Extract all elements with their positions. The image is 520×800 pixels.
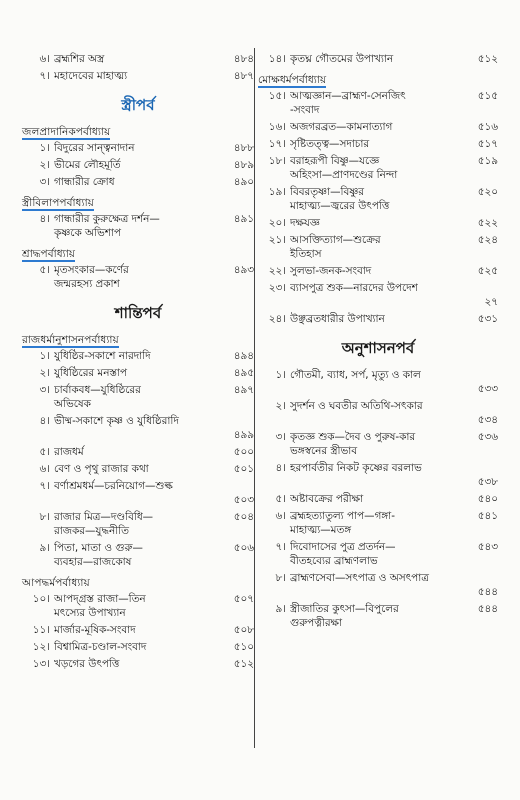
toc-entry bbox=[22, 445, 254, 459]
entry-number: ২১। bbox=[268, 234, 286, 246]
subsection-heading-text: শ্রাদ্ধপর্বাধ্যায় bbox=[22, 248, 76, 260]
entry-page: ৫০৩ bbox=[233, 494, 254, 506]
entry-number: ২৪। bbox=[268, 313, 286, 325]
entry-number: ৫। bbox=[39, 264, 50, 276]
entry-page: ৫০৪ bbox=[233, 511, 254, 523]
toc-entry-row bbox=[22, 158, 254, 172]
entry-title: মার্জার-মূষিক-সংবাদ bbox=[54, 624, 136, 636]
entry-page: ৪৮৮ bbox=[233, 142, 254, 154]
entry-page: ৫২০ bbox=[477, 186, 498, 198]
entry-page: ৪৯৪ bbox=[233, 350, 254, 362]
entry-title-continued: অভিষেক bbox=[54, 398, 91, 410]
entry-number: ২। bbox=[39, 367, 50, 379]
entry-number: ২। bbox=[39, 159, 50, 171]
toc-entry bbox=[22, 640, 254, 654]
toc-entry bbox=[22, 414, 254, 442]
subsection-heading bbox=[22, 333, 254, 347]
entry-title: চার্বাকবধ—যুধিষ্ঠিরের bbox=[54, 384, 141, 396]
entry-title: দিবোদাসের পুত্র প্রতর্দন— bbox=[290, 541, 396, 553]
toc-entry-row bbox=[258, 540, 498, 554]
entry-page: ৪৮৪ bbox=[233, 53, 254, 65]
entry-title-continued: কৃষ্ণকে অভিশাপ bbox=[54, 227, 121, 239]
toc-entry-row bbox=[22, 69, 254, 83]
entry-number: ২০। bbox=[268, 217, 286, 229]
toc-entry-row bbox=[22, 141, 254, 155]
toc-entry-row bbox=[22, 366, 254, 380]
entry-number: ৪। bbox=[39, 213, 50, 225]
entry-number: ২৩। bbox=[268, 282, 286, 294]
toc-entry-row bbox=[22, 462, 254, 476]
subsection-heading-text: জলপ্রাদানিকপর্বাধ্যায় bbox=[22, 126, 111, 138]
entry-title: পিতা, মাতা ও গুরু— bbox=[54, 542, 143, 554]
toc-entry bbox=[22, 349, 254, 363]
entry-title: সৃষ্টিতত্ত্ব—সদাচার bbox=[290, 138, 370, 150]
entry-title: অজগরব্রত—কামনাত্যাগ bbox=[290, 121, 393, 133]
toc-entry bbox=[22, 69, 254, 83]
entry-title: রাজধর্ম bbox=[54, 446, 84, 458]
subsection-heading bbox=[22, 576, 254, 590]
entry-page: ৫৩৬ bbox=[477, 431, 498, 443]
subsection-heading-text: মোক্ষধর্মপর্বাধ্যায় bbox=[258, 74, 327, 86]
entry-page: ৫৪০ bbox=[477, 493, 498, 505]
entry-title: বিশ্বামিত্র-চণ্ডাল-সংবাদ bbox=[54, 641, 147, 653]
entry-page: ৪৯০ bbox=[233, 176, 254, 188]
toc-entry-row bbox=[22, 445, 254, 459]
toc-entry bbox=[258, 509, 498, 537]
entry-title: অষ্টাবক্রের পরীক্ষা bbox=[290, 493, 364, 505]
entry-gap bbox=[22, 240, 254, 243]
entry-title-continued: ইতিহাস bbox=[290, 248, 322, 260]
left-column bbox=[22, 52, 254, 674]
entry-page: ২৭ bbox=[484, 296, 498, 308]
entry-page: ৫৩৩ bbox=[477, 383, 498, 395]
toc-entry bbox=[258, 430, 498, 458]
entry-number: ৭। bbox=[39, 70, 50, 82]
toc-entry-row bbox=[22, 657, 254, 671]
toc-entry-row bbox=[258, 281, 498, 295]
entry-page: ৪৮৭ bbox=[233, 70, 254, 82]
entry-title: সুলভা-জনক-সংবাদ bbox=[290, 265, 372, 277]
entry-title: ভীষ্ম-সকাশে কৃষ্ণ ও যুধিষ্ঠিরাদি bbox=[54, 415, 179, 427]
subsection-heading-text: আপদ্ধর্মপর্বাধ্যায় bbox=[22, 577, 90, 589]
entry-page: ৪৯৯ bbox=[233, 429, 254, 441]
toc-entry bbox=[258, 233, 498, 261]
entry-title: বিবরতৃষ্ণা—বিষ্ণুর bbox=[290, 186, 364, 198]
toc-entry bbox=[22, 141, 254, 155]
entry-page: ৫১২ bbox=[233, 658, 254, 670]
toc-entry-row bbox=[258, 368, 498, 382]
entry-title: খড়গের উৎপত্তি bbox=[54, 658, 120, 670]
toc-entry-row bbox=[258, 509, 498, 523]
entry-number: ৬। bbox=[39, 53, 50, 65]
subsection-heading-text: স্ত্রীবিলাপপর্বাধ্যায় bbox=[22, 197, 94, 209]
entry-title-continued: জন্মরহস্য প্রকাশ bbox=[54, 278, 120, 290]
toc-entry-row bbox=[258, 185, 498, 199]
toc-entry-row bbox=[22, 623, 254, 637]
entry-title-continued: -সংবাদ bbox=[290, 104, 320, 116]
entry-page: ৫১৭ bbox=[477, 138, 498, 150]
entry-page: ৫৪৪ bbox=[477, 586, 498, 598]
entry-gap bbox=[258, 66, 498, 69]
toc-entry-row bbox=[258, 137, 498, 151]
toc-entry bbox=[258, 492, 498, 506]
right-column bbox=[258, 52, 498, 633]
toc-entry bbox=[258, 540, 498, 568]
toc-entry bbox=[22, 263, 254, 291]
entry-number: ১৪। bbox=[268, 53, 286, 65]
entry-number: ১৬। bbox=[268, 121, 286, 133]
entry-number: ৩। bbox=[39, 176, 50, 188]
toc-entry-row bbox=[22, 479, 254, 493]
toc-entry-row bbox=[22, 640, 254, 654]
toc-entry bbox=[22, 462, 254, 476]
toc-entry bbox=[22, 212, 254, 240]
entry-number: ৯। bbox=[39, 542, 50, 554]
entry-gap bbox=[258, 630, 498, 633]
entry-number: ৬। bbox=[275, 510, 286, 522]
toc-entry bbox=[258, 312, 498, 326]
entry-title: ব্রাহ্মণসেবা—সৎপাত্র ও অসৎপাত্র bbox=[290, 572, 429, 584]
column-divider bbox=[254, 48, 255, 748]
subsection-heading bbox=[22, 125, 254, 139]
entry-page: ৫০৮ bbox=[233, 624, 254, 636]
entry-title-continued: মাহাত্ম্য—মতঙ্গ bbox=[290, 524, 352, 536]
toc-entry bbox=[258, 52, 498, 66]
entry-number: ১৯। bbox=[268, 186, 286, 198]
entry-title-continued: ভঙ্গস্বনের স্ত্রীভাব bbox=[290, 445, 358, 457]
entry-page: ৫০১ bbox=[233, 463, 254, 475]
entry-page: ৫২২ bbox=[477, 217, 498, 229]
entry-number: ৬। bbox=[39, 463, 50, 475]
entry-title-continued: মৎস্যের উপাখ্যান bbox=[54, 607, 126, 619]
entry-title: আপদ্গ্রস্ত রাজা—তিন bbox=[54, 593, 146, 605]
entry-title: বেণ ও পৃথু রাজার কথা bbox=[54, 463, 149, 475]
toc-entry bbox=[258, 89, 498, 117]
toc-entry-row bbox=[22, 383, 254, 397]
toc-entry-row bbox=[22, 349, 254, 363]
toc-entry bbox=[22, 383, 254, 411]
toc-entry-row bbox=[258, 120, 498, 134]
entry-title-continued: গুরুপত্নীরক্ষা bbox=[290, 617, 342, 629]
entry-number: ১৭। bbox=[268, 138, 286, 150]
entry-page: ৫৪১ bbox=[477, 510, 498, 522]
toc-entry-row bbox=[258, 602, 498, 616]
entry-title: আত্মজ্ঞান—ব্রাহ্মণ-সেনজিৎ bbox=[290, 90, 406, 102]
entry-title: মৃতসংকার—কর্ণের bbox=[54, 264, 129, 276]
entry-gap bbox=[22, 671, 254, 674]
entry-number: ৫। bbox=[275, 493, 286, 505]
entry-title-continued: বীতহব্যের ব্রাহ্মণলাভ bbox=[290, 555, 378, 567]
toc-entry bbox=[258, 137, 498, 151]
entry-gap bbox=[258, 326, 498, 329]
entry-page: ৪৯৭ bbox=[233, 384, 254, 396]
toc-entry-row bbox=[22, 212, 254, 226]
entry-number: ৭। bbox=[275, 541, 286, 553]
entry-number: ১। bbox=[39, 350, 50, 362]
entry-number: ৫। bbox=[39, 446, 50, 458]
entry-title: হরপার্বতীর নিকট কৃষ্ণের বরলাভ bbox=[290, 462, 422, 474]
entry-number: ১৩। bbox=[32, 658, 50, 670]
entry-title: ব্রহ্মশির অস্ত্র bbox=[54, 53, 105, 65]
entry-number: ১৫। bbox=[268, 90, 286, 102]
entry-title: ভীমের লৌহমূর্তি bbox=[54, 159, 121, 171]
subsection-heading bbox=[22, 196, 254, 210]
entry-gap bbox=[22, 189, 254, 192]
entry-title: উঞ্ছব্রতধারীর উপাখ্যান bbox=[290, 313, 385, 325]
toc-entry bbox=[258, 216, 498, 230]
entry-gap bbox=[22, 291, 254, 294]
entry-title: গৌতমী, ব্যাধ, সর্প, মৃত্যু ও কাল bbox=[290, 369, 421, 381]
toc-entry bbox=[258, 602, 498, 630]
toc-entry bbox=[22, 623, 254, 637]
toc-entry bbox=[22, 158, 254, 172]
entry-title-continued: রাজকর—যুদ্ধনীতি bbox=[54, 525, 129, 537]
entry-page: ৫২৫ bbox=[477, 265, 498, 277]
toc-entry-row bbox=[258, 571, 498, 585]
entry-page: ৫০৬ bbox=[233, 542, 254, 554]
entry-title: কৃতঘ্ন গৌতমের উপাখ্যান bbox=[290, 53, 394, 65]
entry-title: কৃতজ্ঞ শুক—দৈব ও পুরুষ-কার bbox=[290, 431, 416, 443]
entry-number: ৯। bbox=[275, 603, 286, 615]
subsection-heading bbox=[258, 73, 498, 87]
toc-entry-row bbox=[22, 175, 254, 189]
entry-page: ৫৩১ bbox=[477, 313, 498, 325]
toc-entry bbox=[258, 461, 498, 489]
toc-entry bbox=[258, 399, 498, 427]
entry-title: মহাদেবের মাহাত্ম্য bbox=[54, 70, 128, 82]
entry-title: স্ত্রীজাতির কুৎসা—বিপুলের bbox=[290, 603, 399, 615]
entry-number: ১১। bbox=[32, 624, 50, 636]
entry-page: ৪৯১ bbox=[233, 213, 254, 225]
entry-title: সুদর্শন ও ঘবতীর অতিথি-সৎকার bbox=[290, 400, 423, 412]
toc-entry-row bbox=[22, 592, 254, 606]
entry-page: ৫৪৩ bbox=[477, 541, 498, 553]
entry-title: বিদুরের সান্ত্বনাদান bbox=[54, 142, 135, 154]
entry-title-continued: মাহাত্ম্য—জ্বরের উৎপত্তি bbox=[290, 200, 390, 212]
entry-page: ৪৯৫ bbox=[233, 367, 254, 379]
entry-gap bbox=[22, 83, 254, 86]
toc-entry bbox=[258, 185, 498, 213]
toc-entry-row bbox=[22, 52, 254, 66]
entry-gap bbox=[22, 569, 254, 572]
toc-entry bbox=[258, 120, 498, 134]
toc-entry bbox=[22, 657, 254, 671]
toc-entry-row bbox=[22, 541, 254, 555]
toc-entry-row bbox=[258, 264, 498, 278]
section-heading: স্ত্রীপর্ব bbox=[121, 96, 155, 114]
toc-entry-row bbox=[258, 52, 498, 66]
toc-entry bbox=[22, 592, 254, 620]
toc-entry-row bbox=[22, 263, 254, 277]
entry-page: ৪৯৩ bbox=[233, 264, 254, 276]
toc-entry-row bbox=[258, 399, 498, 413]
entry-page: ৫৪৪ bbox=[477, 603, 498, 615]
entry-title: দক্ষযজ্ঞ bbox=[290, 217, 320, 229]
toc-entry-row bbox=[258, 312, 498, 326]
entry-number: ৪। bbox=[39, 415, 50, 427]
entry-title: বরাহরূপী বিষ্ণু—যজ্ঞে bbox=[290, 155, 380, 167]
toc-entry-row bbox=[258, 461, 498, 475]
entry-number: ৭। bbox=[39, 480, 50, 492]
entry-number: ৮। bbox=[275, 572, 286, 584]
entry-number: ৩। bbox=[275, 431, 286, 443]
toc-entry bbox=[258, 281, 498, 309]
toc-entry bbox=[258, 571, 498, 599]
entry-number: ২২। bbox=[268, 265, 286, 277]
toc-entry bbox=[22, 541, 254, 569]
toc-entry bbox=[22, 479, 254, 507]
toc-entry-row bbox=[258, 216, 498, 230]
entry-page: ৫৩৪ bbox=[477, 414, 498, 426]
entry-number: ২। bbox=[275, 400, 286, 412]
entry-title: গান্ধারীর কুরুক্ষেত্র দর্শন— bbox=[54, 213, 160, 225]
entry-number: ১। bbox=[39, 142, 50, 154]
entry-number: ১। bbox=[275, 369, 286, 381]
section-heading: শান্তিপর্ব bbox=[114, 304, 162, 322]
entry-page: ৫১৯ bbox=[477, 155, 498, 167]
entry-page: ৫১৬ bbox=[477, 121, 498, 133]
subsection-heading-text: রাজধর্মানুশাসনপর্বাধ্যায় bbox=[22, 334, 119, 346]
entry-title: ব্যাসপুত্র শুক—নারদের উপদেশ bbox=[290, 282, 418, 294]
entry-title: গান্ধারীর ক্রোধ bbox=[54, 176, 115, 188]
entry-number: ১৮। bbox=[268, 155, 286, 167]
entry-title: বর্ণাশ্রমধর্ম—চরনিয়োগ—শুল্ক bbox=[54, 480, 173, 492]
entry-page: ৫৩৮ bbox=[477, 476, 498, 488]
toc-entry bbox=[258, 368, 498, 396]
toc-entry bbox=[258, 154, 498, 182]
subsection-heading bbox=[22, 247, 254, 261]
entry-title: ব্রহ্মহত্যাতুল্য পাপ—গঙ্গা- bbox=[290, 510, 395, 522]
entry-page: ৫১৫ bbox=[477, 90, 498, 102]
entry-number: ১২। bbox=[32, 641, 50, 653]
entry-page: ৫১০ bbox=[233, 641, 254, 653]
entry-number: ৩। bbox=[39, 384, 50, 396]
entry-title: যুধিষ্ঠির-সকাশে নারদাদি bbox=[54, 350, 151, 362]
entry-number: ১০। bbox=[32, 593, 50, 605]
toc-entry-row bbox=[258, 154, 498, 168]
toc-entry-row bbox=[22, 510, 254, 524]
entry-page: ৫২৪ bbox=[477, 234, 498, 246]
toc-entry-row bbox=[258, 430, 498, 444]
entry-number: ৪। bbox=[275, 462, 286, 474]
toc-entry-row bbox=[22, 414, 254, 428]
entry-page: ৫০৭ bbox=[233, 593, 254, 605]
entry-page: ৫১২ bbox=[477, 53, 498, 65]
toc-entry bbox=[22, 510, 254, 538]
entry-title: রাজার মিত্র—দণ্ডবিধি— bbox=[54, 511, 154, 523]
entry-page: ৫০০ bbox=[233, 446, 254, 458]
entry-title: যুধিষ্ঠিরের মনস্তাপ bbox=[54, 367, 127, 379]
entry-title-continued: অহিংসা—প্রাণদণ্ডের নিন্দা bbox=[290, 169, 398, 181]
toc-entry-row bbox=[258, 89, 498, 103]
section-heading: অনুশাসনপর্ব bbox=[341, 339, 415, 357]
toc-entry-row bbox=[258, 233, 498, 247]
toc-entry bbox=[22, 366, 254, 380]
entry-title: আসক্তিত্যাগ—শুক্রের bbox=[290, 234, 381, 246]
entry-page: ৪৮৯ bbox=[233, 159, 254, 171]
entry-number: ৮। bbox=[39, 511, 50, 523]
toc-entry bbox=[22, 175, 254, 189]
toc-entry bbox=[258, 264, 498, 278]
entry-title-continued: ব্যবহার—রাজকোষ bbox=[54, 556, 132, 568]
toc-entry-row bbox=[258, 492, 498, 506]
toc-entry bbox=[22, 52, 254, 66]
